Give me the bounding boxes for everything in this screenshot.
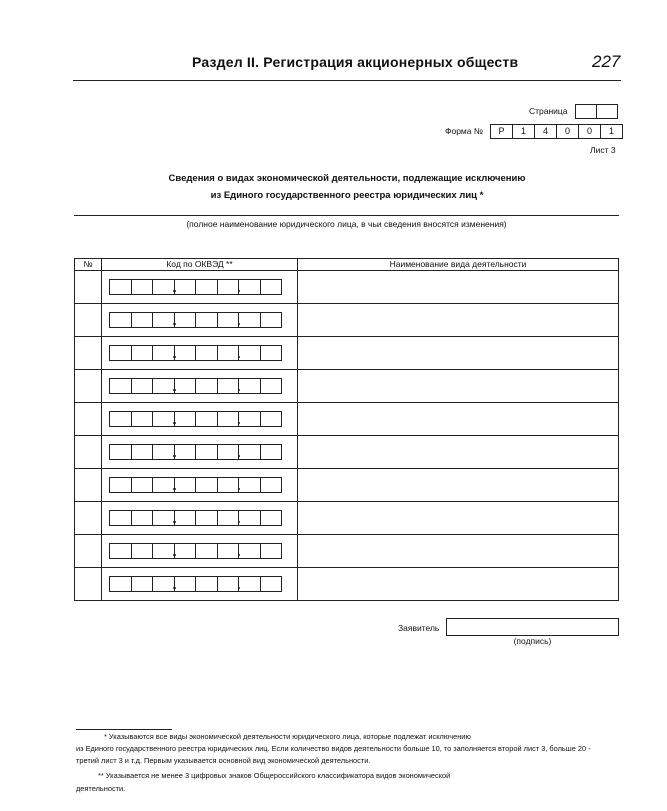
okved-digit-box[interactable]	[238, 544, 260, 558]
okved-digit-box[interactable]	[131, 544, 153, 558]
table-row	[75, 271, 619, 304]
okved-digit-box[interactable]	[131, 445, 153, 459]
page-label: Страница	[529, 106, 568, 116]
okved-digit-box[interactable]	[260, 511, 282, 525]
table-row	[75, 469, 619, 502]
okved-digit-box[interactable]	[110, 280, 131, 294]
okved-digit-box[interactable]	[217, 379, 239, 393]
activity-name-cell[interactable]	[298, 469, 619, 502]
row-number-cell[interactable]	[75, 469, 102, 502]
okved-separator-dot	[173, 521, 176, 524]
okved-digit-box[interactable]	[174, 445, 196, 459]
okved-digit-box[interactable]	[152, 577, 174, 591]
okved-code-boxes[interactable]	[109, 477, 282, 493]
okved-digit-box[interactable]	[110, 577, 131, 591]
okved-digit-box[interactable]	[260, 379, 282, 393]
okved-digit-box[interactable]	[152, 280, 174, 294]
okved-code-cell	[102, 304, 298, 337]
row-number-cell[interactable]	[75, 568, 102, 601]
form-code-cell: 4	[534, 125, 556, 138]
form-code-cell: 1	[600, 125, 622, 138]
okved-code-cell	[102, 403, 298, 436]
activity-name-cell[interactable]	[298, 568, 619, 601]
okved-digit-box[interactable]	[174, 379, 196, 393]
form-code-cell: 0	[578, 125, 600, 138]
okved-digit-box[interactable]	[131, 379, 153, 393]
okved-digit-box[interactable]	[152, 445, 174, 459]
page-box[interactable]	[596, 105, 617, 118]
activity-name-cell[interactable]	[298, 535, 619, 568]
table-row	[75, 403, 619, 436]
okved-code-boxes[interactable]	[109, 345, 282, 361]
okved-digit-box[interactable]	[260, 280, 282, 294]
okved-separator-dot	[238, 323, 241, 326]
okved-digit-box[interactable]	[195, 313, 217, 327]
heading-line-2: из Единого государственного реестра юридических лиц *	[210, 190, 484, 201]
row-number-cell[interactable]	[75, 304, 102, 337]
footnote-2-line-2: деятельности.	[76, 784, 126, 793]
table-header-row	[75, 259, 619, 271]
okved-separator-dot	[238, 587, 241, 590]
table-body	[75, 271, 619, 601]
okved-digit-box[interactable]	[238, 577, 260, 591]
okved-digit-box[interactable]	[131, 412, 153, 426]
okved-digit-box[interactable]	[238, 412, 260, 426]
okved-digit-box[interactable]	[195, 346, 217, 360]
okved-digit-box[interactable]	[110, 478, 131, 492]
okved-code-cell	[102, 337, 298, 370]
row-number-cell[interactable]	[75, 502, 102, 535]
okved-digit-box[interactable]	[174, 346, 196, 360]
form-heading	[73, 170, 621, 204]
okved-digit-box[interactable]	[217, 280, 239, 294]
form-code-cell: Р	[498, 126, 505, 136]
page-number: 227	[592, 52, 621, 71]
activity-name-cell[interactable]	[298, 502, 619, 535]
okved-digit-box[interactable]	[238, 511, 260, 525]
okved-digit-box[interactable]	[260, 412, 282, 426]
okved-digit-box[interactable]	[238, 478, 260, 492]
okved-code-boxes[interactable]	[109, 576, 282, 592]
row-number-cell[interactable]	[75, 535, 102, 568]
okved-digit-box[interactable]	[131, 280, 153, 294]
okved-digit-box[interactable]	[195, 478, 217, 492]
okved-digit-box[interactable]	[131, 577, 153, 591]
okved-digit-box[interactable]	[152, 346, 174, 360]
okved-digit-box[interactable]	[260, 544, 282, 558]
okved-code-boxes[interactable]	[109, 510, 282, 526]
okved-code-cell	[102, 568, 298, 601]
okved-separator-dot	[238, 356, 241, 359]
okved-digit-box[interactable]	[152, 544, 174, 558]
okved-digit-box[interactable]	[195, 544, 217, 558]
row-number-cell[interactable]	[75, 370, 102, 403]
page-number-boxes[interactable]	[575, 104, 618, 119]
okved-digit-box[interactable]	[260, 478, 282, 492]
okved-digit-box[interactable]	[238, 379, 260, 393]
okved-separator-dot	[238, 488, 241, 491]
entity-name-field[interactable]	[74, 215, 619, 216]
okved-separator-dot	[238, 290, 241, 293]
activity-name-cell[interactable]	[298, 337, 619, 370]
sheet-label: Лист 3	[590, 145, 616, 155]
okved-digit-box[interactable]	[260, 577, 282, 591]
okved-digit-box[interactable]	[110, 511, 131, 525]
table-row	[75, 568, 619, 601]
header-divider	[73, 80, 621, 81]
okved-digit-box[interactable]	[131, 511, 153, 525]
okved-code-boxes[interactable]	[109, 411, 282, 427]
form-code-cell: 1	[512, 125, 534, 138]
okved-code-boxes[interactable]	[109, 378, 282, 394]
okved-digit-box[interactable]	[217, 478, 239, 492]
okved-digit-box[interactable]	[110, 445, 131, 459]
okved-digit-box[interactable]	[217, 544, 239, 558]
okved-digit-box[interactable]	[217, 313, 239, 327]
table-row	[75, 535, 619, 568]
okved-digit-box[interactable]	[217, 346, 239, 360]
okved-separator-dot	[173, 356, 176, 359]
okved-digit-box[interactable]	[195, 445, 217, 459]
okved-digit-box[interactable]	[110, 412, 131, 426]
activity-name-cell[interactable]	[298, 271, 619, 304]
okved-digit-box[interactable]	[174, 478, 196, 492]
activity-name-cell[interactable]	[298, 403, 619, 436]
table-row	[75, 436, 619, 469]
okved-digit-box[interactable]	[238, 445, 260, 459]
okved-code-cell	[102, 370, 298, 403]
activity-name-cell[interactable]	[298, 370, 619, 403]
footnote-2-line-1: ** Указывается не менее 3 цифровых знаков Общероссийского классификатора видов экономической	[98, 771, 451, 780]
okved-digit-box[interactable]	[217, 445, 239, 459]
okved-separator-dot	[173, 290, 176, 293]
okved-digit-box[interactable]	[217, 577, 239, 591]
heading-line-1: Сведения о видах экономической деятельности, подлежащие исключению	[168, 173, 526, 184]
okved-code-boxes[interactable]	[109, 444, 282, 460]
row-number-cell[interactable]	[75, 271, 102, 304]
okved-separator-dot	[173, 587, 176, 590]
table-row	[75, 304, 619, 337]
okved-digit-box[interactable]	[152, 511, 174, 525]
okved-separator-dot	[238, 455, 241, 458]
signature-hint: (подпись)	[513, 636, 552, 646]
okved-code-cell	[102, 436, 298, 469]
column-header-activity-name: Наименование вида деятельности	[298, 259, 619, 271]
okved-code-cell	[102, 271, 298, 304]
page-box[interactable]	[576, 105, 596, 118]
okved-separator-dot	[173, 554, 176, 557]
okved-digit-box[interactable]	[260, 313, 282, 327]
okved-digit-box[interactable]	[260, 445, 282, 459]
okved-digit-box[interactable]	[131, 478, 153, 492]
table-row	[75, 370, 619, 403]
okved-digit-box[interactable]	[174, 280, 196, 294]
okved-digit-box[interactable]	[152, 412, 174, 426]
form-code-boxes	[490, 124, 623, 139]
okved-digit-box[interactable]	[238, 346, 260, 360]
okved-separator-dot	[173, 323, 176, 326]
okved-digit-box[interactable]	[110, 544, 131, 558]
signature-field[interactable]	[446, 618, 619, 636]
footnote-1-line-3: третий лист 3 и т.д. Первым указывается основной вид экономической деятельности.	[76, 756, 371, 765]
activities-table	[74, 258, 619, 601]
okved-digit-box[interactable]	[174, 544, 196, 558]
okved-digit-box[interactable]	[195, 412, 217, 426]
okved-separator-dot	[173, 488, 176, 491]
form-label: Форма №	[445, 126, 483, 136]
applicant-label: Заявитель	[398, 623, 440, 633]
okved-digit-box[interactable]	[152, 379, 174, 393]
footnote-1-line-2: из Единого государственного реестра юридических лиц. Если количество видов деятельности больше 10, то заполняется второй лист 3, больше 20 -	[76, 744, 591, 753]
okved-code-cell	[102, 469, 298, 502]
okved-separator-dot	[238, 521, 241, 524]
column-header-number: №	[75, 259, 102, 271]
okved-digit-box[interactable]	[131, 313, 153, 327]
okved-digit-box[interactable]	[195, 379, 217, 393]
okved-digit-box[interactable]	[174, 577, 196, 591]
footnote-1-line-1: * Указываются все виды экономической деятельности юридического лица, которые подлежат исключению	[104, 732, 471, 741]
okved-digit-box[interactable]	[152, 478, 174, 492]
okved-code-cell	[102, 535, 298, 568]
okved-code-boxes[interactable]	[109, 543, 282, 559]
okved-separator-dot	[173, 422, 176, 425]
okved-digit-box[interactable]	[174, 511, 196, 525]
okved-code-boxes[interactable]	[109, 312, 282, 328]
okved-digit-box[interactable]	[110, 313, 131, 327]
okved-separator-dot	[173, 389, 176, 392]
okved-separator-dot	[173, 455, 176, 458]
okved-digit-box[interactable]	[131, 346, 153, 360]
okved-separator-dot	[238, 422, 241, 425]
table-row	[75, 337, 619, 370]
table-row	[75, 502, 619, 535]
okved-digit-box[interactable]	[238, 280, 260, 294]
okved-digit-box[interactable]	[110, 346, 131, 360]
row-number-cell[interactable]	[75, 403, 102, 436]
okved-digit-box[interactable]	[195, 577, 217, 591]
okved-digit-box[interactable]	[217, 511, 239, 525]
footnote-divider	[76, 729, 172, 730]
okved-code-boxes[interactable]	[109, 279, 282, 295]
okved-digit-box[interactable]	[174, 412, 196, 426]
okved-digit-box[interactable]	[195, 511, 217, 525]
form-code-cell: 0	[556, 125, 578, 138]
okved-separator-dot	[238, 389, 241, 392]
activity-name-cell[interactable]	[298, 436, 619, 469]
okved-code-cell	[102, 502, 298, 535]
row-number-cell[interactable]	[75, 436, 102, 469]
okved-digit-box[interactable]	[174, 313, 196, 327]
okved-separator-dot	[238, 554, 241, 557]
okved-digit-box[interactable]	[260, 346, 282, 360]
entity-name-hint: (полное наименование юридического лица, в чьи сведения вносятся изменения)	[186, 219, 507, 229]
okved-digit-box[interactable]	[110, 379, 131, 393]
row-number-cell[interactable]	[75, 337, 102, 370]
column-header-okved: Код по ОКВЭД **	[102, 259, 298, 271]
okved-digit-box[interactable]	[217, 412, 239, 426]
okved-digit-box[interactable]	[195, 280, 217, 294]
okved-digit-box[interactable]	[152, 313, 174, 327]
okved-digit-box[interactable]	[238, 313, 260, 327]
activity-name-cell[interactable]	[298, 304, 619, 337]
section-title: Раздел II. Регистрация акционерных обществ	[192, 54, 519, 70]
